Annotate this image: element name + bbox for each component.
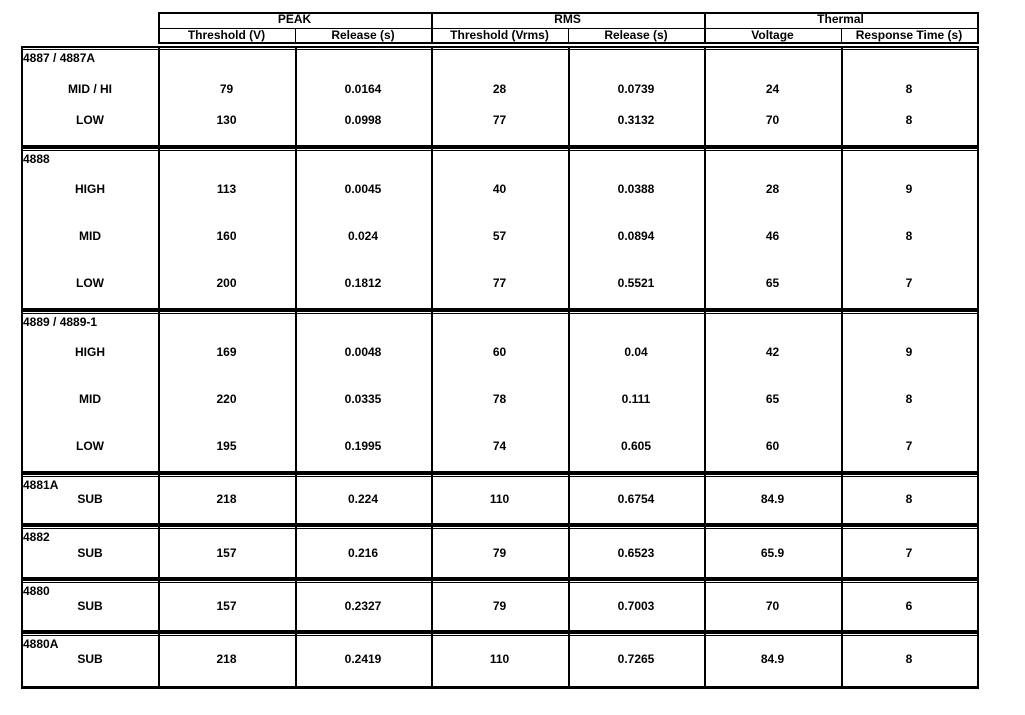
column-divider: [158, 581, 160, 630]
table-cell: 0.0164: [344, 82, 382, 96]
column-header: Release (s): [604, 28, 668, 42]
table-cell: 0.024: [347, 229, 379, 243]
table-right-border: [977, 312, 979, 471]
table-cell: 0.111: [621, 392, 651, 406]
table-cell: 0.216: [347, 546, 379, 560]
table-bottom-rule: [21, 688, 979, 689]
table-cell: 130: [216, 113, 237, 127]
row-label: SUB: [77, 599, 103, 613]
column-divider: [431, 634, 433, 686]
table-cell: 60: [492, 345, 507, 359]
row-label: LOW: [76, 113, 104, 127]
column-divider: [295, 149, 297, 308]
column-divider: [431, 581, 433, 630]
column-divider: [841, 48, 843, 145]
row-label: SUB: [77, 652, 103, 666]
column-header: Voltage: [751, 28, 794, 42]
table-cell: 28: [765, 182, 780, 196]
row-label: LOW: [76, 276, 104, 290]
table-cell: 7: [905, 439, 913, 453]
column-header: Response Time (s): [855, 28, 963, 42]
group-top-rule-inner: [21, 313, 979, 314]
column-divider: [295, 581, 297, 630]
table-cell: 7: [905, 276, 913, 290]
table-cell: 8: [905, 229, 913, 243]
table-cell: 0.6754: [617, 492, 655, 506]
table-cell: 70: [765, 599, 780, 613]
table-cell: 0.1812: [344, 276, 382, 290]
group-top-rule: [21, 579, 979, 581]
table-cell: 70: [765, 113, 780, 127]
header-group-rms: RMS: [554, 12, 581, 26]
group-top-rule: [21, 147, 979, 149]
column-divider: [431, 475, 433, 523]
column-divider: [158, 475, 160, 523]
row-label: HIGH: [75, 182, 105, 196]
table-right-border: [977, 634, 979, 686]
table-left-border: [21, 310, 23, 473]
table-cell: 8: [905, 82, 913, 96]
table-cell: 0.7265: [617, 652, 655, 666]
column-divider: [431, 527, 433, 577]
table-cell: 84.9: [760, 652, 785, 666]
group-top-rule-inner: [21, 635, 979, 636]
column-divider: [841, 634, 843, 686]
column-divider: [158, 634, 160, 686]
column-divider: [568, 634, 570, 686]
table-cell: 65: [765, 392, 780, 406]
column-divider: [158, 312, 160, 471]
table-cell: 0.605: [620, 439, 652, 453]
table-cell: 9: [905, 182, 913, 196]
group-name: 4888: [23, 152, 50, 166]
column-divider: [704, 527, 706, 577]
column-header: Release (s): [331, 28, 395, 42]
column-divider: [568, 149, 570, 308]
table-cell: 157: [216, 599, 237, 613]
table-cell: 0.2419: [344, 652, 382, 666]
table-cell: 0.1995: [344, 439, 382, 453]
table-cell: 113: [216, 182, 237, 196]
table-cell: 110: [489, 652, 510, 666]
table-cell: 74: [492, 439, 507, 453]
column-divider: [295, 48, 297, 145]
table-cell: 8: [905, 392, 913, 406]
table-cell: 28: [492, 82, 507, 96]
table-cell: 200: [216, 276, 237, 290]
table-right-border: [977, 475, 979, 523]
group-top-rule-inner: [21, 49, 979, 50]
table-cell: 79: [219, 82, 234, 96]
table-right-border: [977, 527, 979, 577]
table-right-border: [977, 149, 979, 308]
table-cell: 0.0048: [344, 345, 382, 359]
table-cell: 7: [905, 546, 913, 560]
table-cell: 24: [765, 82, 780, 96]
table-cell: 0.2327: [344, 599, 382, 613]
column-divider: [158, 149, 160, 308]
table-cell: 0.04: [624, 345, 648, 359]
table-cell: 0.0335: [344, 392, 382, 406]
column-divider: [704, 312, 706, 471]
column-divider: [158, 527, 160, 577]
column-divider: [841, 581, 843, 630]
column-divider: [158, 48, 160, 145]
column-divider: [431, 312, 433, 471]
row-label: MID: [79, 229, 101, 243]
table-cell: 218: [216, 652, 237, 666]
group-top-rule: [21, 525, 979, 527]
table-right-border: [977, 48, 979, 145]
column-divider: [704, 475, 706, 523]
row-label: MID / HI: [68, 82, 112, 96]
table-cell: 77: [492, 276, 507, 290]
table-cell: 0.0739: [617, 82, 655, 96]
table-cell: 8: [905, 652, 913, 666]
group-top-rule: [21, 310, 979, 312]
table-cell: 218: [216, 492, 237, 506]
column-divider: [568, 475, 570, 523]
table-left-border: [21, 147, 23, 310]
table-cell: 160: [216, 229, 237, 243]
column-divider: [841, 527, 843, 577]
table-cell: 169: [216, 345, 237, 359]
group-top-rule: [21, 632, 979, 634]
table-cell: 8: [905, 113, 913, 127]
column-divider: [295, 475, 297, 523]
table-cell: 42: [765, 345, 780, 359]
column-divider: [704, 149, 706, 308]
header-group-divider: [977, 12, 979, 44]
table-cell: 8: [905, 492, 913, 506]
table-cell: 65.9: [760, 546, 785, 560]
row-label: HIGH: [75, 345, 105, 359]
table-cell: 84.9: [760, 492, 785, 506]
group-name: 4889 / 4889-1: [23, 315, 98, 329]
table-cell: 0.5521: [617, 276, 655, 290]
group-top-rule: [21, 46, 979, 48]
column-header: Threshold (Vrms): [450, 28, 549, 42]
table-cell: 220: [216, 392, 237, 406]
table-cell: 77: [492, 113, 507, 127]
row-label: SUB: [77, 492, 103, 506]
table-cell: 46: [765, 229, 780, 243]
table-cell: 0.0998: [344, 113, 382, 127]
column-divider: [431, 149, 433, 308]
table-cell: 79: [492, 599, 507, 613]
column-header: Threshold (V): [187, 28, 266, 42]
table-cell: 157: [216, 546, 237, 560]
table-cell: 60: [765, 439, 780, 453]
column-divider: [841, 149, 843, 308]
row-label: SUB: [77, 546, 103, 560]
column-divider: [841, 475, 843, 523]
table-cell: 110: [489, 492, 510, 506]
column-divider: [704, 48, 706, 145]
column-divider: [704, 581, 706, 630]
group-top-rule-inner: [21, 528, 979, 529]
column-divider: [295, 312, 297, 471]
group-name: 4881A: [23, 478, 59, 492]
group-top-rule-inner: [21, 150, 979, 151]
table-cell: 0.3132: [617, 113, 655, 127]
column-divider: [568, 527, 570, 577]
column-divider: [704, 634, 706, 686]
table-cell: 0.0388: [617, 182, 655, 196]
table-cell: 0.0045: [344, 182, 382, 196]
column-divider: [568, 312, 570, 471]
table-cell: 0.7003: [617, 599, 655, 613]
column-divider: [295, 527, 297, 577]
group-name: 4880: [23, 584, 50, 598]
table-cell: 0.6523: [617, 546, 655, 560]
row-label: MID: [79, 392, 101, 406]
table-cell: 0.224: [347, 492, 379, 506]
column-divider: [568, 48, 570, 145]
table-cell: 40: [492, 182, 507, 196]
group-top-rule-inner: [21, 476, 979, 477]
column-divider: [295, 634, 297, 686]
table-right-border: [977, 581, 979, 630]
group-top-rule-inner: [21, 582, 979, 583]
column-divider: [568, 581, 570, 630]
table-cell: 57: [492, 229, 507, 243]
group-top-rule: [21, 473, 979, 475]
row-label: LOW: [76, 439, 104, 453]
table-cell: 78: [492, 392, 507, 406]
group-name: 4880A: [23, 637, 59, 651]
table-cell: 79: [492, 546, 507, 560]
table-cell: 195: [216, 439, 237, 453]
header-group-thermal: Thermal: [817, 12, 864, 26]
table-cell: 0.0894: [617, 229, 655, 243]
table-cell: 65: [765, 276, 780, 290]
table-cell: 6: [905, 599, 913, 613]
group-name: 4887 / 4887A: [23, 51, 96, 65]
column-divider: [431, 48, 433, 145]
table-cell: 9: [905, 345, 913, 359]
header-group-peak: PEAK: [277, 12, 312, 26]
column-divider: [841, 312, 843, 471]
group-name: 4882: [23, 530, 50, 544]
